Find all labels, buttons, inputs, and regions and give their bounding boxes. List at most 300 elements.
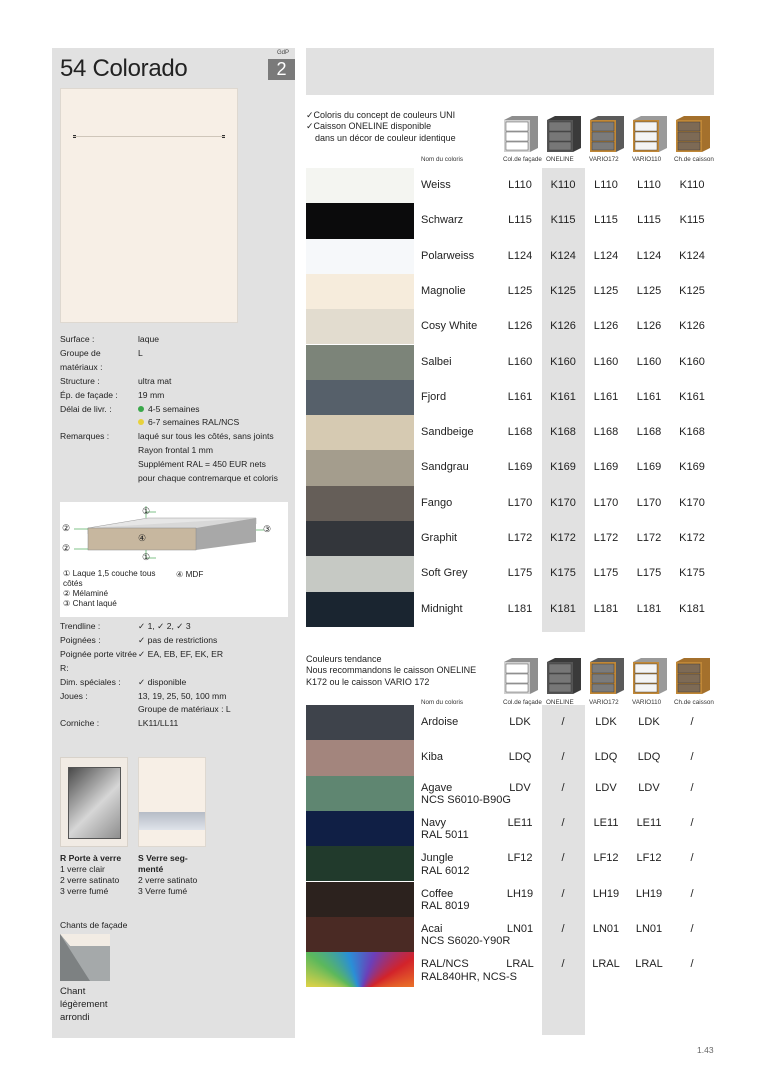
vario110-cabinet-icon <box>631 116 667 152</box>
color-code: L124 <box>636 249 662 262</box>
facade-cabinet-icon <box>502 658 538 694</box>
spec-row <box>60 333 292 347</box>
color-code: L168 <box>636 426 662 439</box>
color-code: LDQ <box>637 751 661 764</box>
color-name <box>421 250 474 263</box>
colour-sample <box>60 88 238 323</box>
color-row <box>306 740 714 775</box>
color-swatch <box>306 450 414 485</box>
marker-4: ④ <box>138 533 147 543</box>
color-row <box>306 917 714 952</box>
color-name-line: Agave <box>421 781 453 794</box>
feature-value: ✓ 1, ✓ 2, ✓ 3 <box>138 621 191 631</box>
column-header: ONELINE <box>546 156 574 163</box>
color-swatch <box>306 846 414 881</box>
spec-row <box>60 472 292 486</box>
spec-value-text: 6-7 semaines RAL/NCS <box>148 417 240 428</box>
feature-value: ✓ disponible <box>138 676 187 687</box>
sample-line <box>73 136 225 137</box>
color-name-line: Ardoise <box>421 716 459 728</box>
column-header: ONELINE <box>546 699 574 706</box>
color-name-line: Graphit <box>421 532 458 544</box>
color-code: L110 <box>594 179 618 191</box>
color-code: LE11 <box>507 816 533 829</box>
spec-key: Remarques : <box>60 431 110 442</box>
color-code: L172 <box>636 532 662 544</box>
color-row <box>306 776 714 811</box>
edge-caption-line: arrondi <box>60 1012 90 1023</box>
color-code: L172 <box>507 532 533 544</box>
color-code: K168 <box>679 426 705 439</box>
color-name <box>421 285 466 298</box>
green-dot-icon <box>138 406 144 412</box>
feature-list <box>60 620 292 731</box>
spec-value: Supplément RAL = 450 EUR nets <box>138 459 266 470</box>
marker-1-top: ① <box>142 506 151 516</box>
color-code: L168 <box>593 426 619 439</box>
feature-key: Joues : <box>60 690 88 701</box>
color-row <box>306 415 714 450</box>
color-code: / <box>690 922 694 935</box>
color-swatch <box>306 521 414 556</box>
spec-key: Ép. de façade : <box>60 389 118 400</box>
marker-2-bottom: ② <box>62 543 71 553</box>
glass-door-r <box>60 757 128 847</box>
uni-intro-line: ✓Caisson ONELINE disponible <box>306 121 432 132</box>
color-swatch <box>306 415 414 450</box>
color-code: L181 <box>507 602 533 615</box>
yellow-dot-icon <box>138 419 144 425</box>
color-name-line: RAL/NCS <box>421 958 469 971</box>
feature-value: 13, 19, 25, 50, 100 mm <box>138 690 227 701</box>
color-code: L175 <box>593 567 619 580</box>
column-header: Col.de façade <box>503 156 542 163</box>
color-code-line: RAL 8019 <box>421 900 470 912</box>
spec-key: Délai de livr. : <box>60 403 112 414</box>
color-swatch <box>306 345 414 380</box>
color-code: LDV <box>595 781 617 794</box>
feature-row <box>60 620 292 634</box>
color-name <box>421 320 477 333</box>
color-code: / <box>690 716 694 728</box>
color-code: K115 <box>679 214 705 227</box>
color-swatch <box>306 168 414 203</box>
color-code: K115 <box>550 214 576 227</box>
door-s-title-cont: menté <box>138 864 164 874</box>
color-row <box>306 811 714 846</box>
color-row <box>306 521 714 556</box>
color-row <box>306 168 714 203</box>
trend-intro-line: K172 ou le caisson VARIO 172 <box>306 676 430 687</box>
spec-key <box>60 416 138 430</box>
color-row <box>306 345 714 380</box>
door-option: 2 verre satinato <box>60 875 120 885</box>
color-code: / <box>690 816 694 829</box>
material-diagram <box>60 502 288 617</box>
color-code: LN01 <box>506 922 534 935</box>
carcass-cabinet-icon <box>674 116 710 152</box>
spec-row <box>60 458 292 472</box>
color-code: LRAL <box>592 958 620 971</box>
column-header: Nom du coloris <box>421 699 463 706</box>
color-code: LE11 <box>636 816 662 829</box>
color-swatch <box>306 239 414 274</box>
color-code-line: NCS S6010-B90G <box>421 794 511 807</box>
color-code-line: RAL 6012 <box>421 864 470 877</box>
color-name <box>421 356 452 369</box>
color-row <box>306 380 714 415</box>
edge-caption <box>60 985 108 1024</box>
color-row <box>306 846 714 881</box>
color-code: K124 <box>679 249 705 262</box>
color-swatch <box>306 705 414 740</box>
color-code: LH19 <box>592 887 620 900</box>
color-swatch <box>306 952 414 987</box>
color-row <box>306 882 714 917</box>
color-code: / <box>561 716 565 728</box>
color-code: LDV <box>509 781 531 794</box>
vario110-cabinet-icon <box>631 658 667 694</box>
color-code: K126 <box>679 320 705 333</box>
column-header: VARIO172 <box>589 156 619 163</box>
feature-value: ✓ pas de restrictions <box>138 634 218 645</box>
color-code: / <box>690 852 694 865</box>
color-code: L170 <box>636 496 662 509</box>
color-name-line: Kiba <box>421 751 444 764</box>
color-code: LDK <box>638 716 660 728</box>
feature-key <box>60 703 138 717</box>
color-code: L115 <box>594 214 618 227</box>
page-number: 1.43 <box>697 1045 714 1055</box>
color-row <box>306 450 714 485</box>
color-code: L181 <box>593 602 619 615</box>
color-code: LN01 <box>635 922 663 935</box>
vario172-cabinet-icon <box>588 116 624 152</box>
page-title: 54 Colorado <box>60 55 188 82</box>
color-code: / <box>561 852 565 865</box>
legend-line: ① Laque 1,5 couche tous <box>63 569 156 578</box>
feature-row <box>60 634 292 648</box>
color-name-line: Sandgrau <box>421 461 469 474</box>
color-name-line: Jungle <box>421 852 454 865</box>
door-option: 3 verre fumé <box>60 886 109 896</box>
spec-value: 19 mm <box>138 389 165 400</box>
color-row <box>306 952 714 987</box>
feature-row <box>60 648 292 676</box>
color-code: LH19 <box>635 887 663 900</box>
column-header: Ch.de caisson <box>674 699 714 706</box>
color-name <box>421 603 463 616</box>
feature-value: ✓ EA, EB, EF, EK, ER <box>138 648 224 659</box>
color-code: L169 <box>593 461 619 474</box>
carcass-cabinet-icon <box>674 658 710 694</box>
uni-intro-line: dans un décor de couleur identique <box>315 132 456 143</box>
column-header: Ch.de caisson <box>674 156 714 163</box>
color-name <box>421 888 470 913</box>
edge-caption-line: Chant <box>60 986 86 997</box>
door-option: 3 Verre fumé <box>138 886 188 896</box>
color-code: L160 <box>593 355 619 368</box>
color-code: LDQ <box>508 751 532 764</box>
color-name <box>421 817 469 842</box>
color-code: K170 <box>550 496 576 509</box>
color-code: LE11 <box>593 816 619 829</box>
color-name-line: Midnight <box>421 602 463 615</box>
color-name <box>421 852 470 877</box>
color-code: LDK <box>509 716 531 728</box>
color-row <box>306 203 714 238</box>
feature-key: Trendline : <box>60 621 101 631</box>
legend-mdf: ④ MDF <box>176 570 204 579</box>
color-name <box>421 461 469 474</box>
color-swatch <box>306 556 414 591</box>
spec-row <box>60 430 292 444</box>
gdp-label: GdP <box>277 50 290 56</box>
color-code: L169 <box>636 461 662 474</box>
color-row <box>306 239 714 274</box>
oneline-cabinet-icon <box>545 116 581 152</box>
color-name-line: Fango <box>421 496 453 509</box>
feature-key: Poignées : <box>60 634 101 645</box>
spec-row <box>60 375 292 389</box>
legend-line: ③ Chant laqué <box>63 599 117 608</box>
color-code-line: RAL840HR, NCS-S <box>421 970 517 983</box>
specification-list <box>60 333 292 486</box>
color-code: L115 <box>637 214 661 227</box>
color-code: L124 <box>507 249 533 262</box>
glass-pane <box>68 767 121 839</box>
color-code: K169 <box>679 461 705 474</box>
color-code: K110 <box>550 179 576 191</box>
panel-cross-section <box>60 502 288 568</box>
feature-row <box>60 676 292 690</box>
color-name <box>421 923 510 948</box>
glass-segment <box>139 812 205 830</box>
spec-value: laqué sur tous les côtés, sans joints <box>138 431 274 442</box>
color-code: K125 <box>550 284 576 297</box>
color-code: L168 <box>507 426 533 439</box>
spec-value: Rayon frontal 1 mm <box>138 445 213 456</box>
color-code: LDV <box>638 781 660 794</box>
color-name-line: Fjord <box>421 390 447 403</box>
color-code: LH19 <box>506 887 534 900</box>
color-code: L160 <box>636 355 662 368</box>
door-option: 2 verre satinato <box>138 875 198 885</box>
color-code: / <box>561 887 565 900</box>
edge-caption-line: légèrement <box>60 999 108 1010</box>
color-code: K124 <box>550 249 576 262</box>
spec-value <box>138 416 292 430</box>
color-name <box>421 751 443 764</box>
color-name <box>421 782 511 807</box>
color-swatch <box>306 811 414 846</box>
color-code: K110 <box>679 179 705 191</box>
color-code: L169 <box>507 461 533 474</box>
feature-value: Groupe de matériaux : L <box>138 704 231 715</box>
color-code: L172 <box>593 532 619 544</box>
door-option: 1 verre clair <box>60 864 105 874</box>
feature-key: Dim. spéciales : <box>60 676 121 687</box>
color-row <box>306 486 714 521</box>
color-code-line: RAL 5011 <box>421 829 469 842</box>
color-code: L170 <box>593 496 619 509</box>
uni-intro <box>306 110 456 144</box>
trend-intro-line: Couleurs tendance <box>306 654 382 664</box>
color-swatch <box>306 917 414 952</box>
color-name-line: Coffee <box>421 887 454 900</box>
color-code: K175 <box>550 567 576 580</box>
color-swatch <box>306 740 414 775</box>
color-name-line: Salbei <box>421 355 452 368</box>
color-code: K126 <box>550 320 576 333</box>
column-header: VARIO172 <box>589 699 619 706</box>
uni-intro-line: ✓Coloris du concept de couleurs UNI <box>306 110 456 120</box>
door-r-title: R Porte à verre <box>60 853 122 863</box>
spec-key: Groupe de matériaux : <box>60 347 103 372</box>
spec-key <box>60 458 138 472</box>
color-swatch <box>306 309 414 344</box>
diagram-legend <box>63 569 155 609</box>
color-code: L161 <box>507 390 533 403</box>
color-code: K168 <box>550 426 576 439</box>
color-name-line: Navy <box>421 816 447 829</box>
oneline-cabinet-icon <box>545 658 581 694</box>
vario172-cabinet-icon <box>588 658 624 694</box>
facade-cabinet-icon <box>502 116 538 152</box>
gdp-badge: 2 <box>268 59 295 80</box>
color-code: / <box>561 816 565 829</box>
color-code: L110 <box>637 179 661 191</box>
color-name <box>421 532 457 545</box>
color-code: K170 <box>679 496 705 509</box>
edge-sample <box>60 934 110 981</box>
spec-row <box>60 444 292 458</box>
color-code: L175 <box>507 567 533 580</box>
feature-row <box>60 690 292 704</box>
color-code: L170 <box>507 496 533 509</box>
color-code: K172 <box>679 532 705 544</box>
color-swatch <box>306 776 414 811</box>
color-code: LF12 <box>507 852 533 865</box>
color-code: L124 <box>593 249 619 262</box>
color-name-line: Cosy White <box>421 320 478 333</box>
legend-line: côtés <box>63 579 83 588</box>
color-name-line: Polarweiss <box>421 249 475 262</box>
glass-door-s <box>138 757 206 847</box>
color-row <box>306 309 714 344</box>
color-row <box>306 705 714 740</box>
color-name-line: Sandbeige <box>421 426 474 439</box>
color-swatch <box>306 274 414 309</box>
spec-value: laque <box>138 334 160 344</box>
spec-key: Structure : <box>60 375 100 386</box>
spec-value: L <box>138 347 143 358</box>
edge-title: Chants de façade <box>60 920 128 930</box>
color-code: K160 <box>679 355 705 368</box>
color-swatch <box>306 592 414 627</box>
color-code: K160 <box>550 355 576 368</box>
spec-value: pour chaque contremarque et coloris <box>138 473 278 484</box>
feature-key: Corniche : <box>60 718 100 729</box>
color-name <box>421 497 452 510</box>
door-r-caption <box>60 853 121 897</box>
feature-row <box>60 717 292 731</box>
color-name <box>421 426 474 439</box>
color-row <box>306 556 714 591</box>
spec-row <box>60 389 292 403</box>
color-code: K161 <box>679 390 705 403</box>
color-name-line: Soft Grey <box>421 567 468 580</box>
color-row <box>306 274 714 309</box>
color-name <box>421 214 463 227</box>
column-header: VARIO110 <box>632 699 662 706</box>
color-code: LF12 <box>636 852 662 865</box>
color-code: / <box>561 922 565 935</box>
color-code: K175 <box>679 567 705 580</box>
marker-2-top: ② <box>62 523 71 533</box>
color-code: LF12 <box>593 852 619 865</box>
header-bar <box>306 48 714 95</box>
column-header: Col.de façade <box>503 699 542 706</box>
color-code: L161 <box>636 390 662 403</box>
color-code: L160 <box>507 355 533 368</box>
color-name <box>421 391 446 404</box>
color-code: / <box>561 751 565 764</box>
color-code: L125 <box>507 284 533 297</box>
feature-key: Poignée porte vitrée R: <box>60 648 137 673</box>
color-code: K172 <box>550 532 576 544</box>
spec-value-text: 4-5 semaines <box>148 403 200 414</box>
color-name-line: Magnolie <box>421 284 466 297</box>
color-code: L125 <box>636 284 662 297</box>
color-code: L125 <box>593 284 619 297</box>
color-code: LRAL <box>635 958 663 971</box>
color-code: LRAL <box>506 958 534 971</box>
color-code: K161 <box>550 390 576 403</box>
color-swatch <box>306 486 414 521</box>
color-code: / <box>690 887 694 900</box>
spec-key: Surface : <box>60 334 95 344</box>
color-code: LN01 <box>592 922 620 935</box>
column-header: Nom du coloris <box>421 156 463 163</box>
color-swatch <box>306 380 414 415</box>
color-swatch <box>306 882 414 917</box>
marker-1-bottom: ① <box>142 552 151 562</box>
color-code: L126 <box>593 320 619 333</box>
color-code: K181 <box>679 602 705 615</box>
spec-row <box>60 416 292 430</box>
spec-key <box>60 472 138 486</box>
trend-intro-line: Nous recommandons le caisson ONELINE <box>306 665 477 676</box>
color-code: L161 <box>593 390 619 403</box>
color-code: / <box>561 958 565 971</box>
color-code: L110 <box>508 179 532 191</box>
color-code: L126 <box>507 320 533 333</box>
color-code: K169 <box>550 461 576 474</box>
spec-value: ultra mat <box>138 375 172 386</box>
color-code: LDQ <box>594 751 618 764</box>
door-s-title: S Verre seg- <box>138 853 188 863</box>
color-code: / <box>690 781 694 794</box>
column-header: VARIO110 <box>632 156 662 163</box>
color-name <box>421 716 458 729</box>
feature-row <box>60 703 292 717</box>
legend-line: ② Mélaminé <box>63 589 109 598</box>
color-name-line: Schwarz <box>421 214 464 227</box>
color-code: K181 <box>550 602 576 615</box>
color-name <box>421 179 451 192</box>
spec-row <box>60 347 292 375</box>
